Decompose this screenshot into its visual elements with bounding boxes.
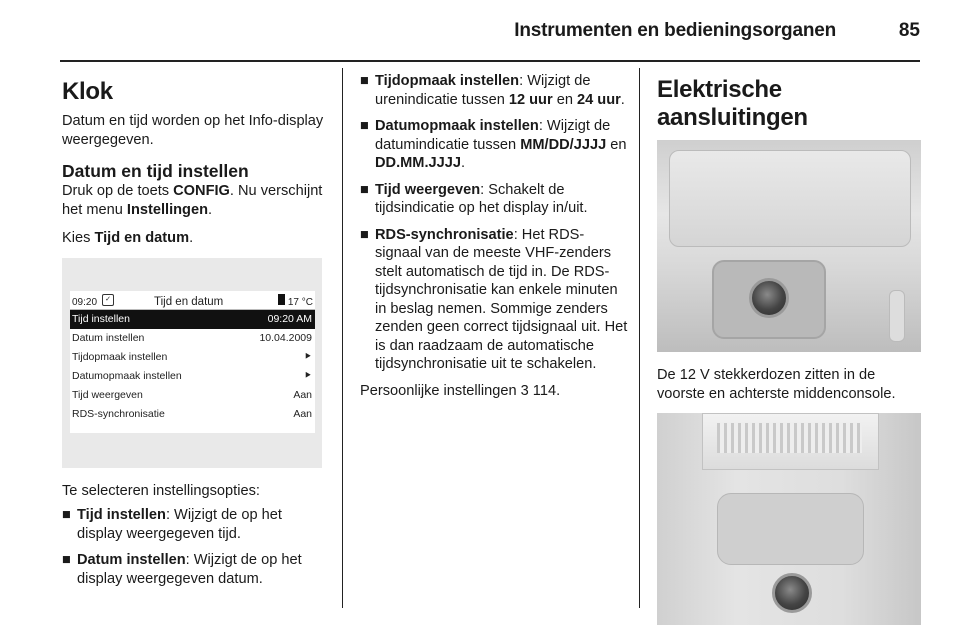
- rear-console-photo: [657, 413, 921, 625]
- cross-reference[interactable]: Persoonlijke instellingen 3 114.: [360, 382, 561, 399]
- console-recess: [669, 150, 911, 247]
- thermometer-icon: [278, 294, 285, 305]
- info-display: [70, 291, 315, 433]
- intro-paragraph: Datum en tijd worden op het Info-display weergegeven.: [62, 113, 324, 148]
- display-temperature: 17 °C: [287, 296, 313, 308]
- list-item: ■ Datumopmaak instellen: Wijzigt de datumindicatie tussen MM/DD/JJJJ en DD.MM.JJJJ.: [360, 118, 627, 171]
- page-number: 85: [898, 20, 920, 41]
- chevron-right-icon: ⯈: [303, 369, 312, 382]
- chevron-right-icon: ⯈: [303, 350, 312, 363]
- reference-arrow-icon: 3: [520, 382, 529, 399]
- bullet-icon: ■: [360, 181, 369, 198]
- column-divider-2: [639, 68, 640, 608]
- display-clock: 09:20: [72, 296, 98, 308]
- bullet-icon: ■: [360, 73, 369, 89]
- display-row: RDS-synchronisatie Aan: [72, 407, 312, 420]
- bullet-icon: ■: [62, 507, 71, 523]
- options-list: [62, 506, 330, 588]
- display-row: Tijdopmaak instellen ⯈: [70, 348, 315, 367]
- list-item: ■ Tijd instellen: Wijzigt de op het display weergegeven tijd.: [62, 507, 282, 542]
- display-check-icon: ✓: [102, 294, 114, 306]
- bullet-icon: ■: [360, 118, 369, 134]
- display-row: Datum instellen 10.04.2009: [72, 331, 312, 344]
- console-panel: [717, 493, 864, 565]
- instruction-paragraph-1: Druk op de toets CONFIG. Nu verschijnt het menu Instellingen.: [62, 183, 323, 218]
- section-heading-klok: Klok: [62, 78, 113, 105]
- list-item: ■ Tijd weergeven: Schakelt de tijdsindicatie op het display in/uit.: [360, 181, 588, 216]
- column-2: [360, 72, 630, 400]
- display-row: Tijd instellen 09:20 AM: [70, 310, 315, 329]
- options-intro: Te selecteren instellingsopties:: [62, 482, 260, 499]
- list-item: ■ RDS-synchronisatie: Het RDS-signaal van de meeste VHF-zenders stelt automatisch de tijd in. De RDS-tijdsynchronisatie kan enkele minuten in beslag nemen. Sommige zenders zenden geen correct tijdsignaal uit. Het is dan raadzaam de automatische tijdsynchronisatie uit te schakelen.: [360, 226, 628, 372]
- display-row: Tijd weergeven Aan: [72, 388, 312, 401]
- options-list-continued: [360, 72, 630, 374]
- display-row: Datumopmaak instellen ⯈: [70, 367, 315, 386]
- display-status-bar: [70, 291, 315, 310]
- power-socket-icon: [772, 573, 812, 613]
- display-title: Tijd en datum: [154, 295, 224, 308]
- list-item: ■ Tijdopmaak instellen: Wijzigt de urenindicatie tussen 12 uur en 24 uur.: [360, 73, 625, 108]
- list-item: ■ Datum instellen: Wijzigt de op het display weergegeven datum.: [62, 552, 302, 587]
- menu-item-name: Tijd en datum: [94, 230, 190, 246]
- config-key: CONFIG: [173, 183, 230, 199]
- power-socket-icon: [749, 278, 789, 318]
- info-display-illustration: [62, 258, 322, 468]
- subheading-datum-tijd: Datum en tijd instellen: [62, 161, 249, 181]
- column-divider-1: [342, 68, 343, 608]
- bullet-icon: ■: [360, 226, 369, 243]
- vent-grille: [717, 423, 862, 453]
- column-3: [657, 72, 921, 625]
- header-rule: [60, 60, 920, 62]
- front-console-photo: [657, 140, 921, 352]
- instruction-paragraph-2: Kies Tijd en datum.: [62, 230, 194, 246]
- section-heading-aansluitingen: Elektrische aansluitingen: [657, 76, 808, 131]
- column-1: [62, 72, 330, 596]
- menu-name: Instellingen: [126, 201, 208, 218]
- running-header-title: Instrumenten en bedieningsorganen: [514, 20, 836, 41]
- caption-paragraph: De 12 V stekkerdozen zitten in de voorste en achterste middenconsole.: [657, 367, 896, 402]
- bullet-icon: ■: [62, 552, 71, 568]
- console-edge: [889, 290, 905, 342]
